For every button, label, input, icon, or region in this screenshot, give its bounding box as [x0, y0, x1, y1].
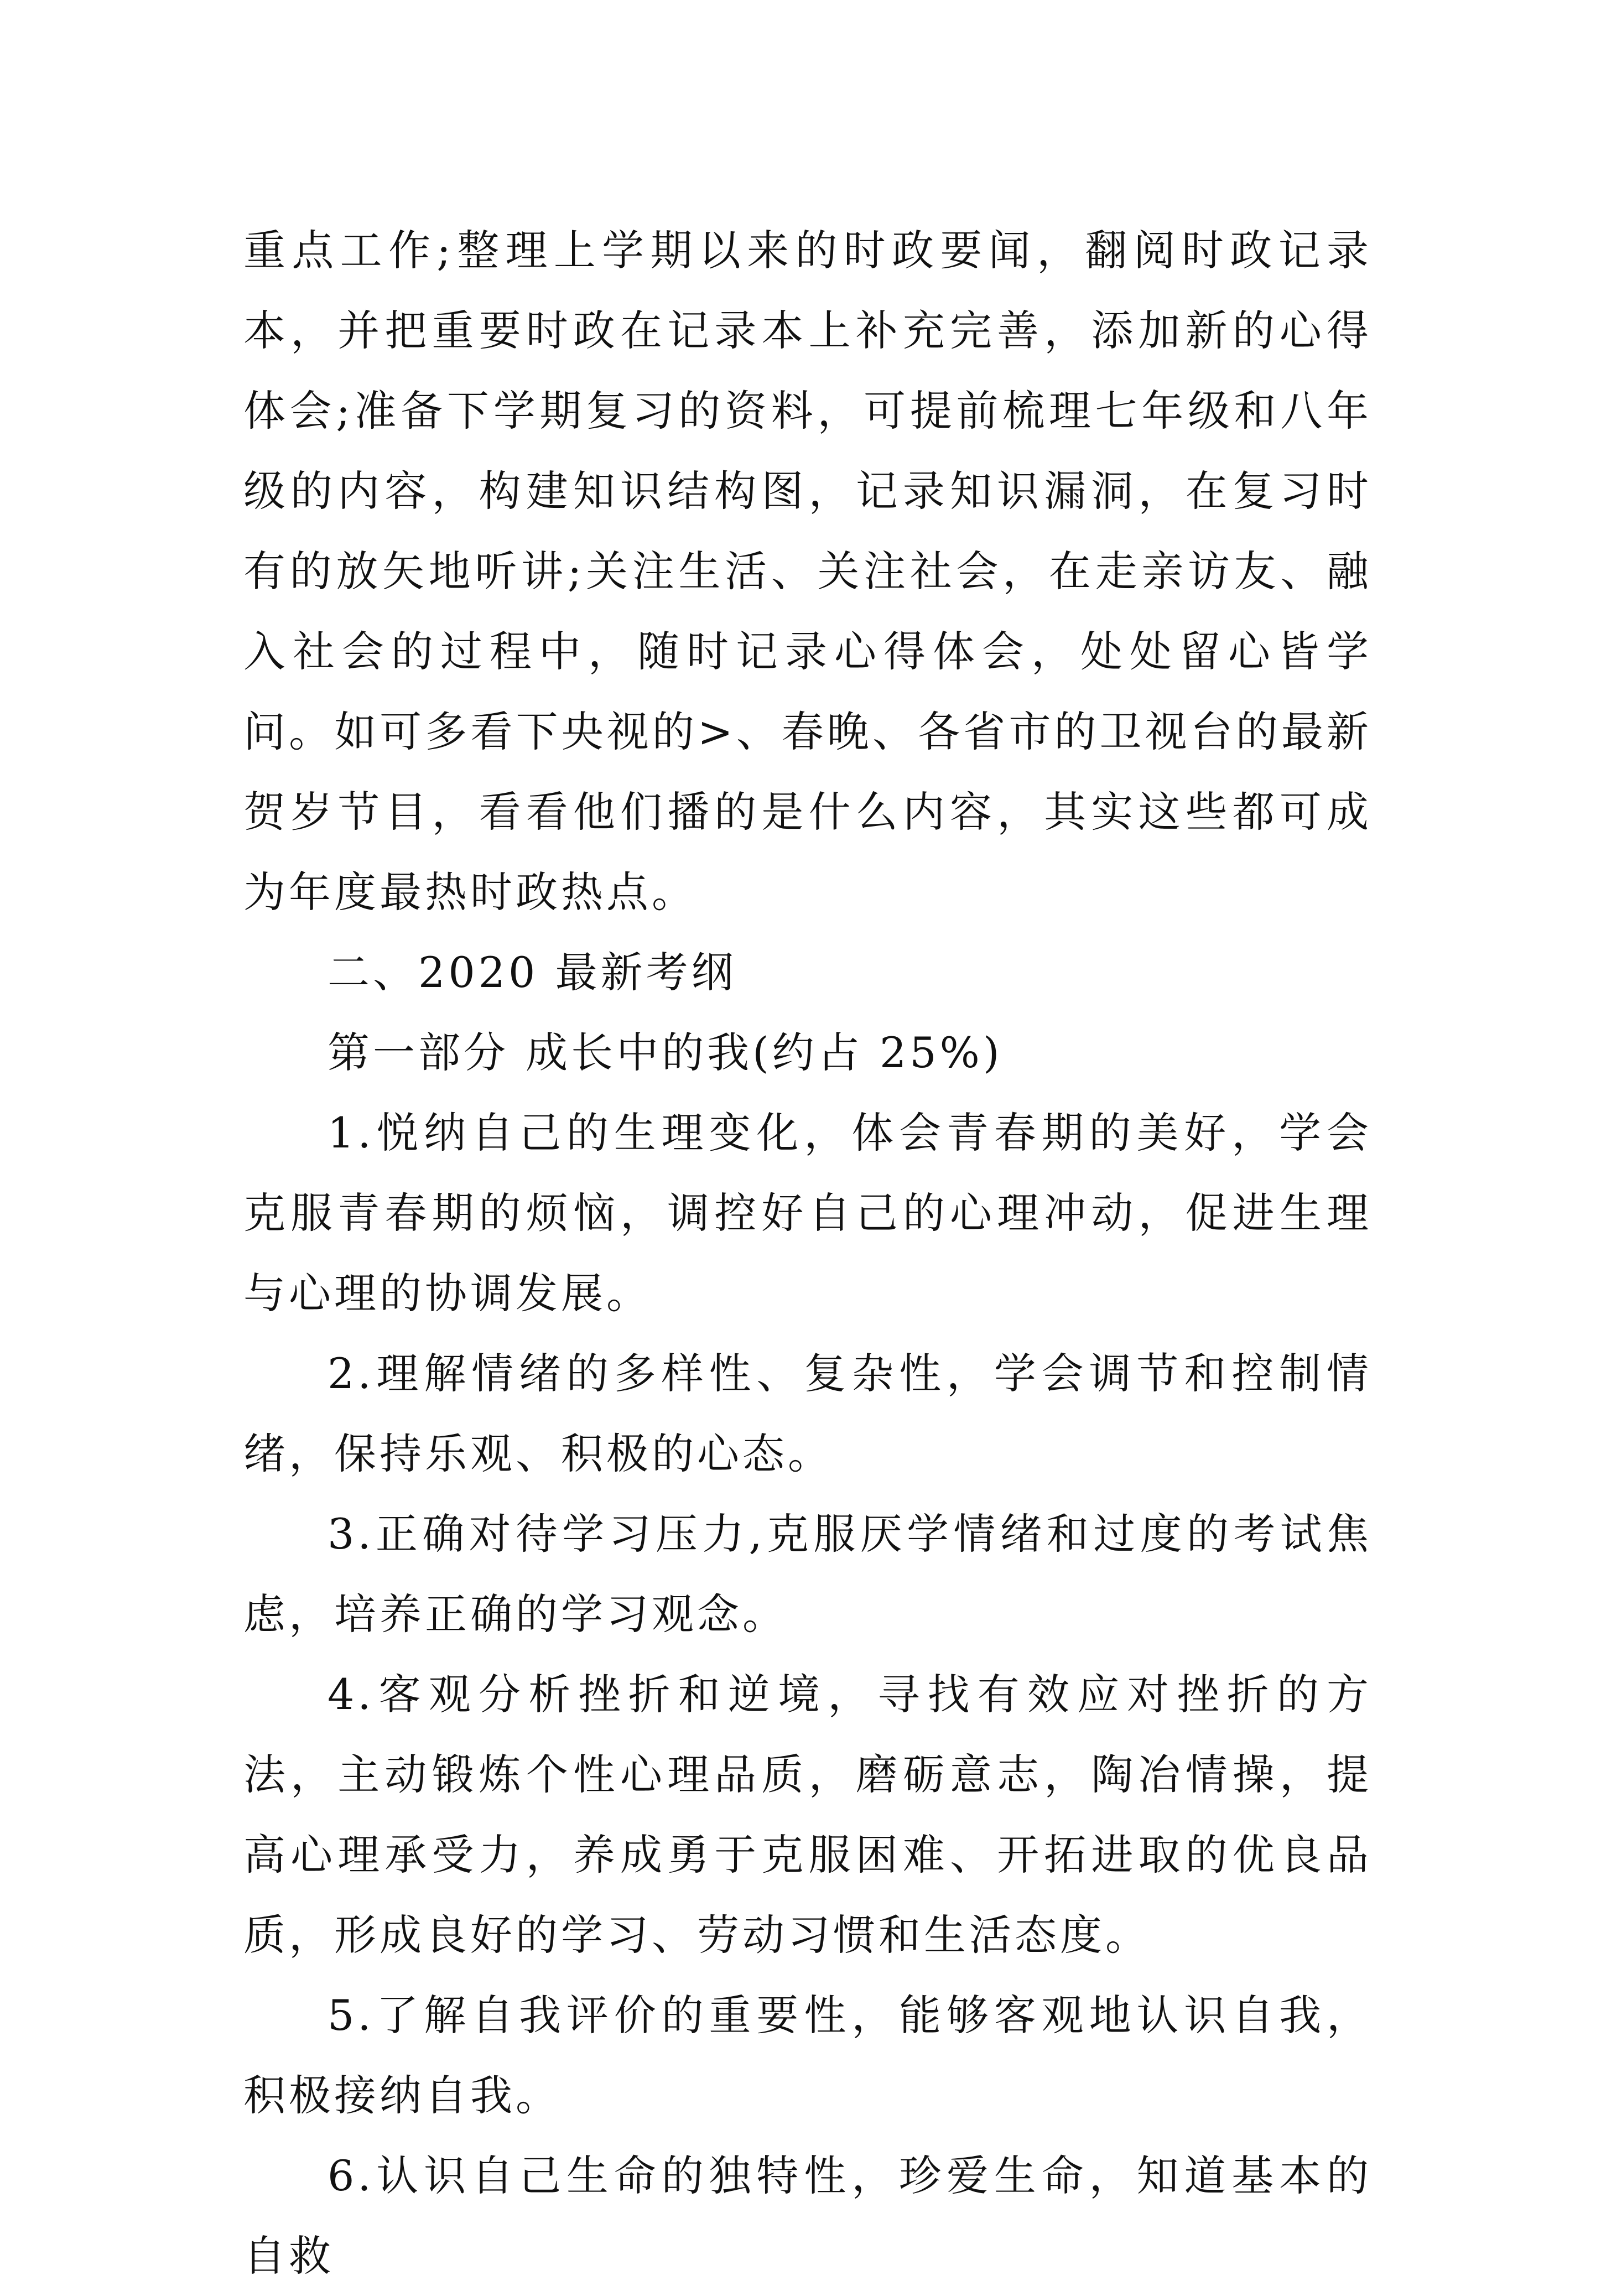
part-heading-growing-me: 第一部分 成长中的我(约占 25%)	[328, 1028, 1003, 1077]
list-item-2: 2.理解情绪的多样性、复杂性，学会调节和控制情绪，保持乐观、积极的心态。	[243, 1349, 1372, 1478]
list-item-1: 1.悦纳自己的生理变化，体会青春期的美好，学会克服青春期的烦恼，调控好自己的心理冲动，促进生理与心理的协调发展。	[243, 1108, 1372, 1318]
paragraph-continued-review-tips: 重点工作;整理上学期以来的时政要闻，翻阅时政记录本，并把重要时政在记录本上补充完善，添加新的心得体会;准备下学期复习的资料，可提前梳理七年级和八年级的内容，构建知识结构图，记录知识漏洞，在复习时有的放矢地听讲;关注生活、关注社会，在走亲访友、融入社会的过程中，随时记录心得体会，处处留心皆学问。如可多看下央视的>、春晚、各省市的卫视台的最新贺岁节目，看看他们播的是什么内容，其实这些都可成为年度最热时政热点。	[243, 226, 1372, 917]
list-item-6: 6.认识自己生命的独特性，珍爱生命，知道基本的自救	[243, 2151, 1372, 2281]
document-body	[243, 210, 1372, 2296]
list-item-4: 4.客观分析挫折和逆境，寻找有效应对挫折的方法，主动锻炼个性心理品质，磨砺意志，陶冶情操，提高心理承受力，养成勇于克服困难、开拓进取的优良品质，形成良好的学习、劳动习惯和生活态度。	[243, 1670, 1372, 1960]
list-item-5: 5.了解自我评价的重要性，能够客观地认识自我，积极接纳自我。	[243, 1991, 1372, 2120]
section-heading-2020-syllabus: 二、2020 最新考纲	[328, 948, 737, 997]
list-item-3: 3.正确对待学习压力,克服厌学情绪和过度的考试焦虑，培养正确的学习观念。	[243, 1509, 1372, 1639]
